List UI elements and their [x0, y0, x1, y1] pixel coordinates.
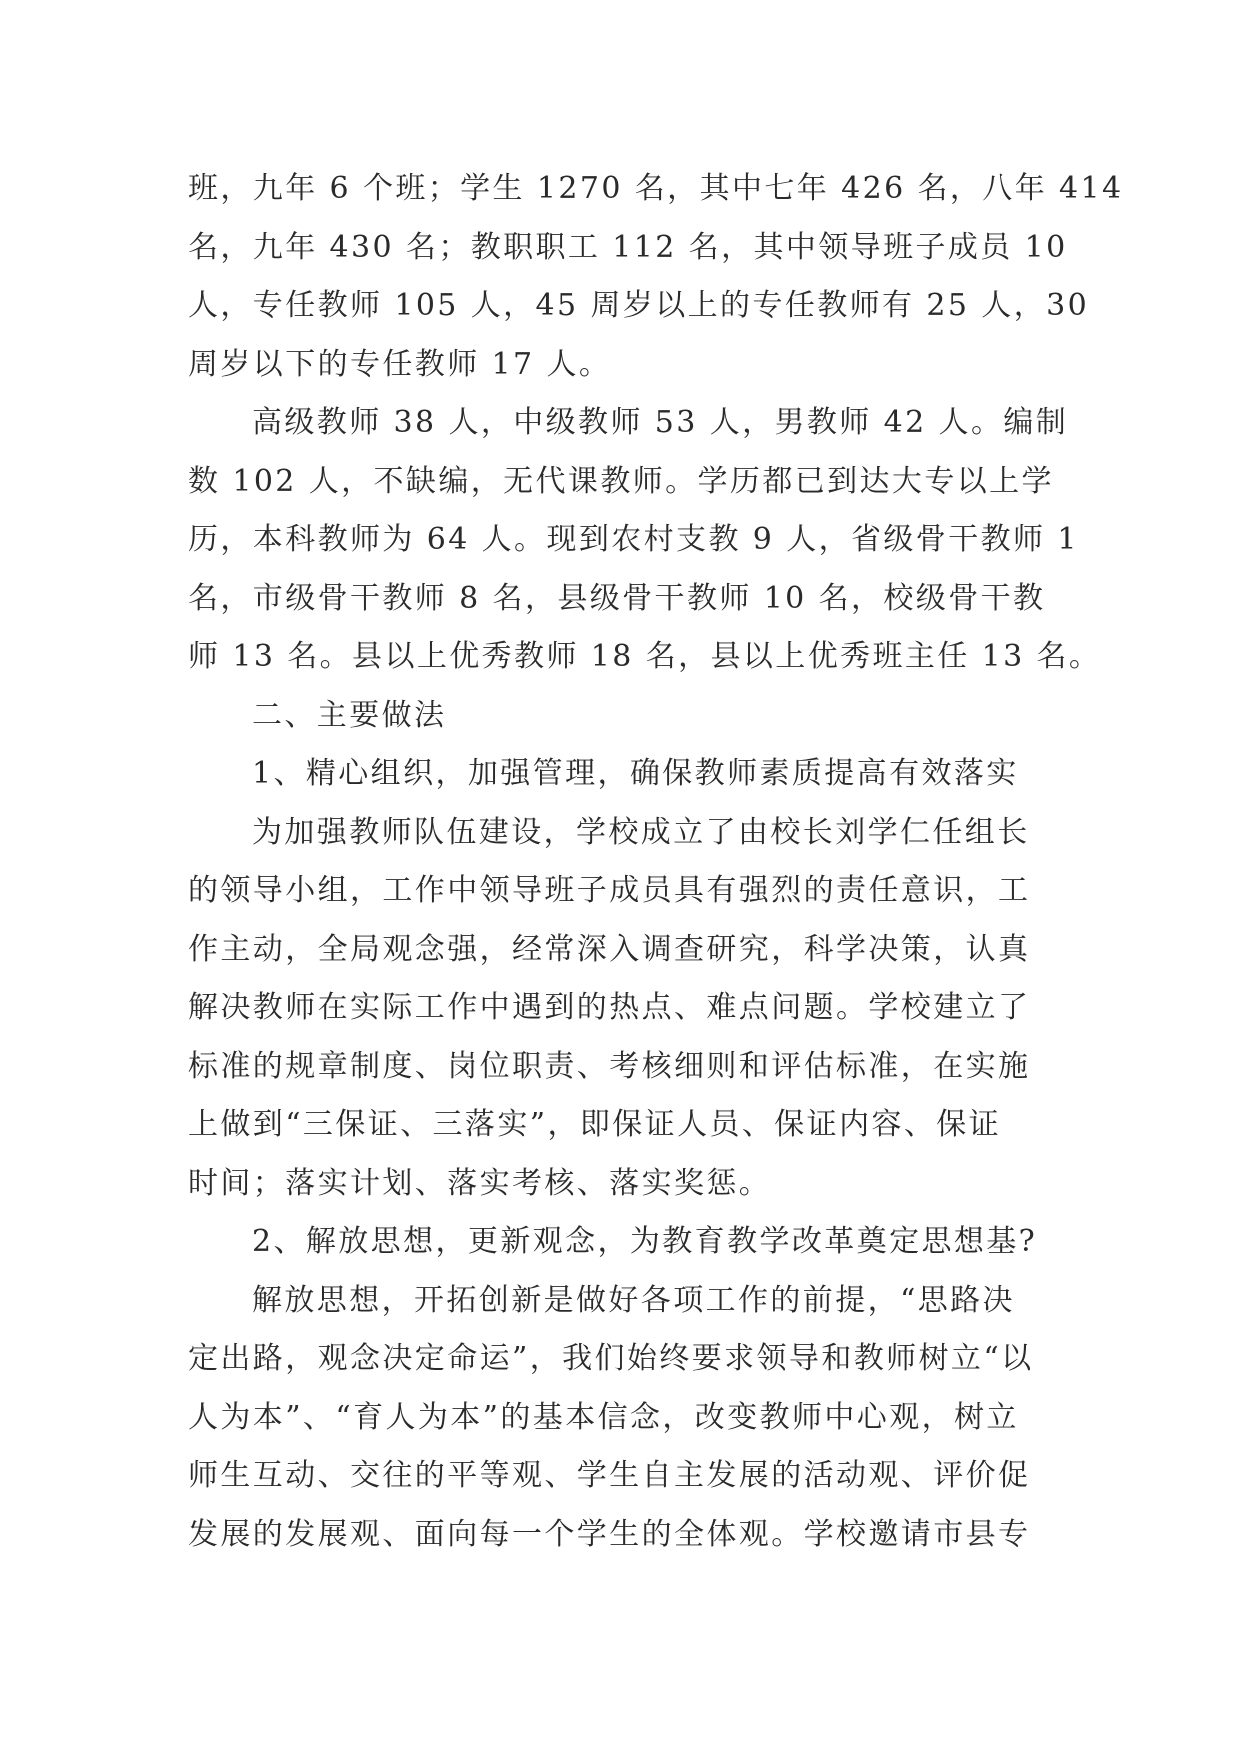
text-line: 解决教师在实际工作中遇到的热点、难点问题。学校建立了: [188, 990, 1031, 1025]
text-line: 高级教师 38 人，中级教师 53 人，男教师 42 人。编制: [252, 405, 1069, 440]
text-line: 为加强教师队伍建设，学校成立了由校长刘学仁任组长: [252, 814, 1030, 850]
document-body: [188, 160, 1124, 1564]
text-line: 名，九年 430 名；教职职工 112 名，其中领导班子成员 10: [188, 229, 1068, 265]
text-line: 标准的规章制度、岗位职责、考核细则和评估标准，在实施: [188, 1048, 1031, 1084]
text-line: 周岁以下的专任教师 17 人。: [188, 346, 612, 382]
text-line: 人为本”、“育人为本”的基本信念，改变教师中心观，树立: [188, 1399, 1019, 1435]
text-line: 班，九年 6 个班；学生 1270 名，其中七年 426 名，八年 414: [188, 171, 1124, 206]
text-line: 历，本科教师为 64 人。现到农村支教 9 人，省级骨干教师 1: [188, 522, 1079, 557]
text-line: 人，专任教师 105 人，45 周岁以上的专任教师有 25 人，30: [188, 288, 1090, 323]
text-line: 解放思想，开拓创新是做好各项工作的前提，“思路决: [252, 1282, 1015, 1318]
subsection-heading: 1、精心组织，加强管理，确保教师素质提高有效落实: [252, 756, 1019, 791]
text-line: 师生互动、交往的平等观、学生自主发展的活动观、评价促: [188, 1458, 1031, 1493]
text-line: 上做到“三保证、三落实”，即保证人员、保证内容、保证: [188, 1107, 1002, 1142]
text-line: 师 13 名。县以上优秀教师 18 名，县以上优秀班主任 13 名。: [188, 639, 1102, 674]
text-line: 作主动，全局观念强，经常深入调查研究，科学决策，认真: [188, 931, 1031, 967]
text-line: 名，市级骨干教师 8 名，县级骨干教师 10 名，校级骨干教: [188, 580, 1046, 616]
text-line: 的领导小组，工作中领导班子成员具有强烈的责任意识，工: [188, 873, 1031, 908]
text-line: 发展的发展观、面向每一个学生的全体观。学校邀请市县专: [188, 1516, 1031, 1552]
text-line: 定出路，观念决定命运”，我们始终要求领导和教师树立“以: [188, 1341, 1034, 1376]
text-line: 数 102 人，不缺编，无代课教师。学历都已到达大专以上学: [188, 463, 1054, 499]
section-heading: 二、主要做法: [252, 697, 447, 733]
text-line: 时间；落实计划、落实考核、落实奖惩。: [188, 1165, 772, 1201]
subsection-heading: 2、解放思想，更新观念，为教育教学改革奠定思想基?: [252, 1224, 1038, 1259]
